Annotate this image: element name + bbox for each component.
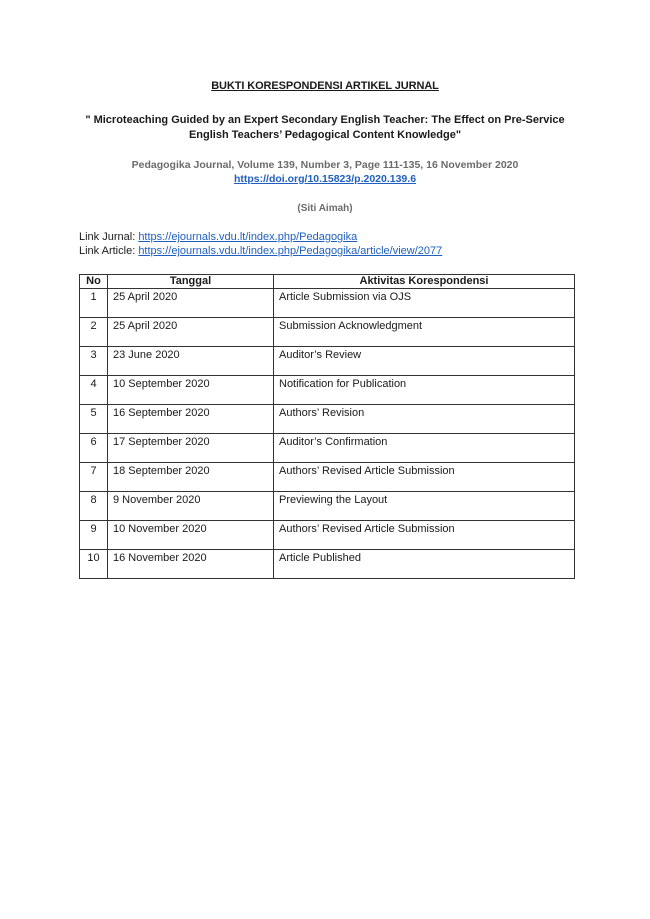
row-aktivitas: Auditor’s Confirmation	[274, 434, 575, 463]
row-tanggal: 18 September 2020	[108, 463, 274, 492]
row-tanggal: 17 September 2020	[108, 434, 274, 463]
table-row	[80, 318, 575, 347]
row-tanggal: 16 September 2020	[108, 405, 274, 434]
table-row	[80, 434, 575, 463]
row-tanggal: 9 November 2020	[108, 492, 274, 521]
article-link-label: Link Article:	[79, 245, 139, 257]
row-no: 1	[80, 289, 108, 318]
journal-link[interactable]: https://ejournals.vdu.lt/index.php/Pedagogika	[138, 231, 358, 243]
row-tanggal: 16 November 2020	[108, 550, 274, 579]
row-no: 9	[80, 521, 108, 550]
table-row	[80, 492, 575, 521]
row-aktivitas: Auditor’s Review	[274, 347, 575, 376]
correspondence-table	[79, 274, 575, 579]
table-row	[80, 376, 575, 405]
row-aktivitas: Previewing the Layout	[274, 492, 575, 521]
table-row	[80, 347, 575, 376]
row-tanggal: 25 April 2020	[108, 318, 274, 347]
links-block	[79, 230, 442, 258]
row-no: 7	[80, 463, 108, 492]
table-header-row	[80, 275, 575, 289]
journal-link-line	[79, 230, 442, 244]
row-aktivitas: Authors’ Revised Article Submission	[274, 521, 575, 550]
row-no: 6	[80, 434, 108, 463]
row-aktivitas: Authors’ Revision	[274, 405, 575, 434]
column-header-no: No	[80, 275, 108, 289]
table-row	[80, 405, 575, 434]
row-aktivitas: Article Published	[274, 550, 575, 579]
row-aktivitas: Article Submission via OJS	[274, 289, 575, 318]
article-link-line	[79, 244, 442, 258]
document-heading: BUKTI KORESPONDENSI ARTIKEL JURNAL	[211, 80, 439, 92]
row-no: 2	[80, 318, 108, 347]
table-row	[80, 289, 575, 318]
column-header-tanggal: Tanggal	[108, 275, 274, 289]
doi-link[interactable]: https://doi.org/10.15823/p.2020.139.6	[233, 173, 417, 185]
row-aktivitas: Notification for Publication	[274, 376, 575, 405]
journal-link-label: Link Jurnal:	[79, 231, 139, 243]
row-aktivitas: Submission Acknowledgment	[274, 318, 575, 347]
row-tanggal: 10 September 2020	[108, 376, 274, 405]
row-no: 10	[80, 550, 108, 579]
journal-info: Pedagogika Journal, Volume 139, Number 3, Page 111-135, 16 November 2020	[131, 159, 519, 171]
author-name: (Siti Aimah)	[297, 203, 353, 214]
article-title: " Microteaching Guided by an Expert Secondary English Teacher: The Effect on Pre-Service English Teachers’ Pedagogical Content Knowledge"	[85, 114, 565, 141]
row-tanggal: 23 June 2020	[108, 347, 274, 376]
row-tanggal: 25 April 2020	[108, 289, 274, 318]
row-no: 5	[80, 405, 108, 434]
column-header-aktivitas: Aktivitas Korespondensi	[274, 275, 575, 289]
row-no: 8	[80, 492, 108, 521]
article-link[interactable]: https://ejournals.vdu.lt/index.php/Pedagogika/article/view/2077	[138, 245, 443, 257]
journal-info-block	[0, 158, 650, 186]
row-aktivitas: Authors’ Revised Article Submission	[274, 463, 575, 492]
row-no: 4	[80, 376, 108, 405]
row-no: 3	[80, 347, 108, 376]
row-tanggal: 10 November 2020	[108, 521, 274, 550]
table-row	[80, 521, 575, 550]
table-row	[80, 550, 575, 579]
table-row	[80, 463, 575, 492]
